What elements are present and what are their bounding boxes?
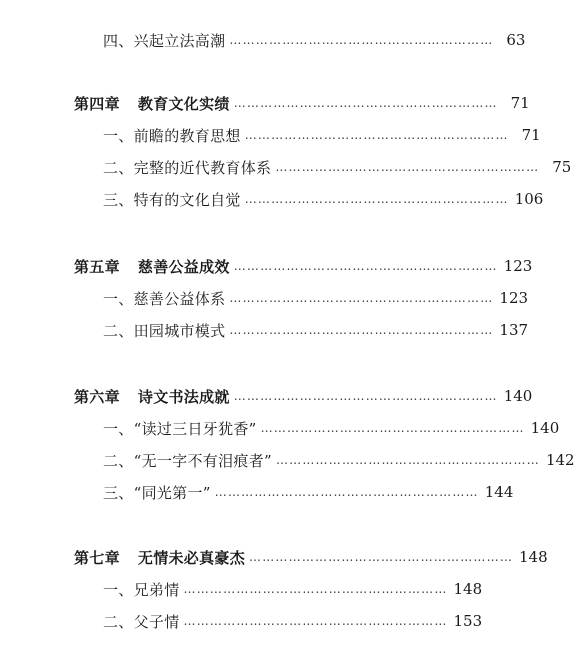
toc-entry-chapter: [74, 545, 548, 569]
entry-title: 二、父子情: [103, 612, 180, 631]
entry-title: 一、“读过三日牙犹香”: [103, 419, 257, 438]
page-number: 148: [519, 548, 548, 566]
leader-dots: ……………………………………………………: [249, 550, 514, 564]
toc-entry-section: [103, 123, 541, 147]
leader-dots: ……………………………………………………: [233, 259, 498, 273]
page-number: 123: [503, 257, 533, 275]
toc-entry-section: [103, 609, 483, 633]
chapter-title: 教育文化实绩: [137, 94, 230, 113]
leader-dots: ……………………………………………………: [244, 192, 509, 206]
chapter-title: 慈善公益成效: [137, 257, 230, 276]
page-number: 63: [506, 31, 526, 49]
page-number: 140: [503, 387, 533, 405]
leader-dots: ……………………………………………………: [229, 291, 494, 305]
entry-title: 一、兄弟情: [103, 580, 180, 599]
leader-dots: ……………………………………………………: [183, 582, 448, 596]
leader-dots: ……………………………………………………: [183, 614, 448, 628]
chapter-title: 无情未必真豪杰: [137, 548, 246, 567]
entry-title: 三、特有的文化自觉: [103, 190, 241, 209]
leader-dots: ……………………………………………………: [229, 323, 494, 337]
entry-title: 二、“无一字不有泪痕者”: [103, 451, 272, 470]
entry-title: 二、完整的近代教育体系: [103, 158, 272, 177]
leader-dots: ……………………………………………………: [275, 160, 540, 174]
chapter-heading: [74, 547, 245, 568]
toc-entry-section: [103, 28, 526, 52]
page-number: 142: [545, 451, 575, 469]
toc-entry-chapter: [74, 91, 530, 115]
entry-title: 一、前瞻的教育思想: [103, 126, 241, 145]
toc-entry-section: [103, 480, 514, 504]
chapter-number: 第四章: [74, 94, 120, 113]
leader-dots: ……………………………………………………: [233, 389, 498, 403]
toc-entry-section: [103, 286, 529, 310]
toc-entry-section: [103, 416, 560, 440]
page-number: 153: [453, 612, 483, 630]
chapter-number: 第五章: [74, 257, 120, 276]
page-number: 71: [521, 126, 541, 144]
page-number: 148: [453, 580, 483, 598]
leader-dots: ……………………………………………………: [229, 33, 494, 47]
page-number: 137: [499, 321, 529, 339]
toc-entry-section: [103, 318, 529, 342]
entry-title: 一、慈善公益体系: [103, 289, 226, 308]
toc-entry-chapter: [74, 384, 533, 408]
page-number: 75: [552, 158, 572, 176]
leader-dots: ……………………………………………………: [260, 421, 525, 435]
leader-dots: ……………………………………………………: [233, 96, 498, 110]
page-number: 106: [514, 190, 544, 208]
entry-title: 二、田园城市模式: [103, 321, 226, 340]
chapter-heading: [74, 93, 230, 114]
chapter-title: 诗文书法成就: [137, 387, 230, 406]
leader-dots: ……………………………………………………: [214, 485, 479, 499]
chapter-number: 第七章: [74, 548, 120, 567]
page-number: 123: [499, 289, 529, 307]
entry-title: 三、“同光第一”: [103, 483, 211, 502]
toc-entry-section: [103, 187, 544, 211]
leader-dots: ……………………………………………………: [244, 128, 509, 142]
chapter-heading: [74, 386, 230, 407]
toc-entry-section: [103, 448, 575, 472]
toc-entry-chapter: [74, 254, 533, 278]
page-number: 144: [484, 483, 514, 501]
chapter-number: 第六章: [74, 387, 120, 406]
toc-entry-section: [103, 577, 483, 601]
page-number: 140: [530, 419, 560, 437]
chapter-heading: [74, 256, 230, 277]
toc-entry-section: [103, 155, 572, 179]
entry-title: 四、兴起立法高潮: [103, 31, 226, 50]
leader-dots: ……………………………………………………: [275, 453, 540, 467]
page-number: 71: [510, 94, 530, 112]
